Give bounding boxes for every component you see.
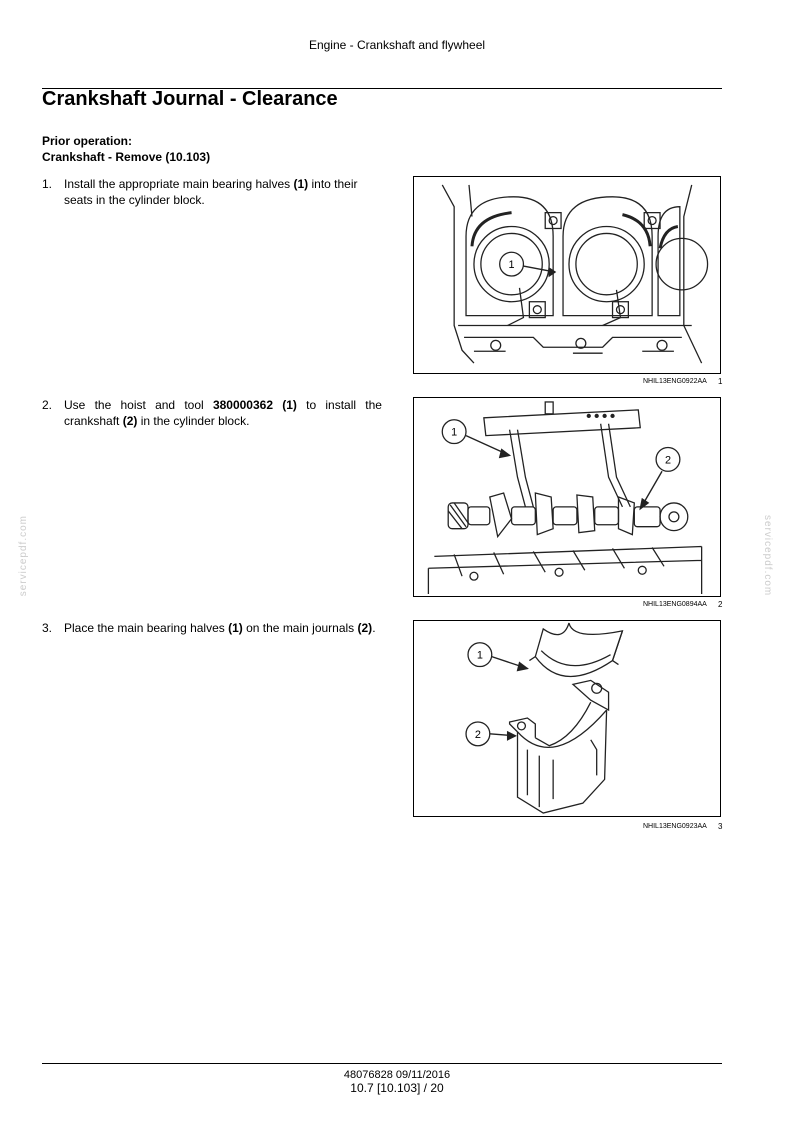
step-bold-ref: (1) (228, 621, 243, 635)
step-text (64, 397, 382, 429)
watermark: servicepdf.com (18, 515, 29, 597)
step-text (64, 620, 382, 636)
figure-callout: 1 (451, 426, 458, 439)
step-bold-ref: (2) (357, 621, 373, 635)
figure-3 (413, 620, 721, 817)
step-text-part: on the main journals (242, 621, 358, 635)
step-text-part: to install the crankshaft (64, 398, 382, 428)
step-1 (42, 176, 382, 208)
footer-doc-ref: 48076828 09/11/2016 (343, 1069, 451, 1081)
step-text-part: Install the appropriate main bearing halves (64, 177, 294, 191)
step-text-part: Place the main bearing halves (64, 621, 229, 635)
prior-operation-ref: Crankshaft - Remove (10.103) (42, 150, 211, 164)
step-bold-ref: (2) (122, 414, 138, 428)
figure-caption: NHIL13ENG0894AA (643, 601, 707, 608)
figure-caption: NHIL13ENG0923AA (643, 823, 707, 830)
step-text-part: . (372, 621, 376, 635)
figure-number: 3 (718, 822, 723, 831)
figure-1 (413, 176, 721, 374)
bearing-halves-illustration (414, 621, 720, 816)
footer-page-number: 10.7 [10.103] / 20 (350, 1081, 444, 1095)
step-text (64, 176, 382, 208)
figure-callout: 1 (508, 259, 515, 272)
step-3 (42, 620, 382, 636)
figure-number: 2 (718, 600, 723, 609)
page-title: Crankshaft Journal - Clearance (42, 88, 338, 110)
watermark: servicepdf.com (762, 515, 773, 597)
figure-callout: 2 (664, 454, 672, 467)
step-2 (42, 397, 382, 429)
figure-2 (413, 397, 721, 597)
running-header: Engine - Crankshaft and flywheel (308, 38, 486, 52)
prior-operation (42, 133, 210, 165)
step-bold-ref: (1) (293, 177, 309, 191)
crankshaft-hoist-illustration (414, 398, 720, 596)
step-text-part: in the cylinder block. (137, 414, 250, 428)
step-text-part: into their seats in the cylinder block. (64, 177, 358, 207)
step-number: 3. (42, 621, 53, 635)
footer-rule (42, 1063, 722, 1064)
figure-callout: 2 (474, 728, 481, 741)
figure-callout: 1 (476, 649, 483, 662)
prior-operation-label: Prior operation: (42, 134, 133, 148)
step-number: 2. (42, 398, 53, 412)
figure-caption: NHIL13ENG0922AA (643, 378, 707, 385)
cylinder-block-illustration (414, 177, 720, 373)
step-text-part: Use the hoist and tool (64, 398, 213, 412)
figure-number: 1 (718, 377, 723, 386)
step-bold-ref: 380000362 (1) (212, 398, 297, 412)
step-number: 1. (42, 177, 53, 191)
